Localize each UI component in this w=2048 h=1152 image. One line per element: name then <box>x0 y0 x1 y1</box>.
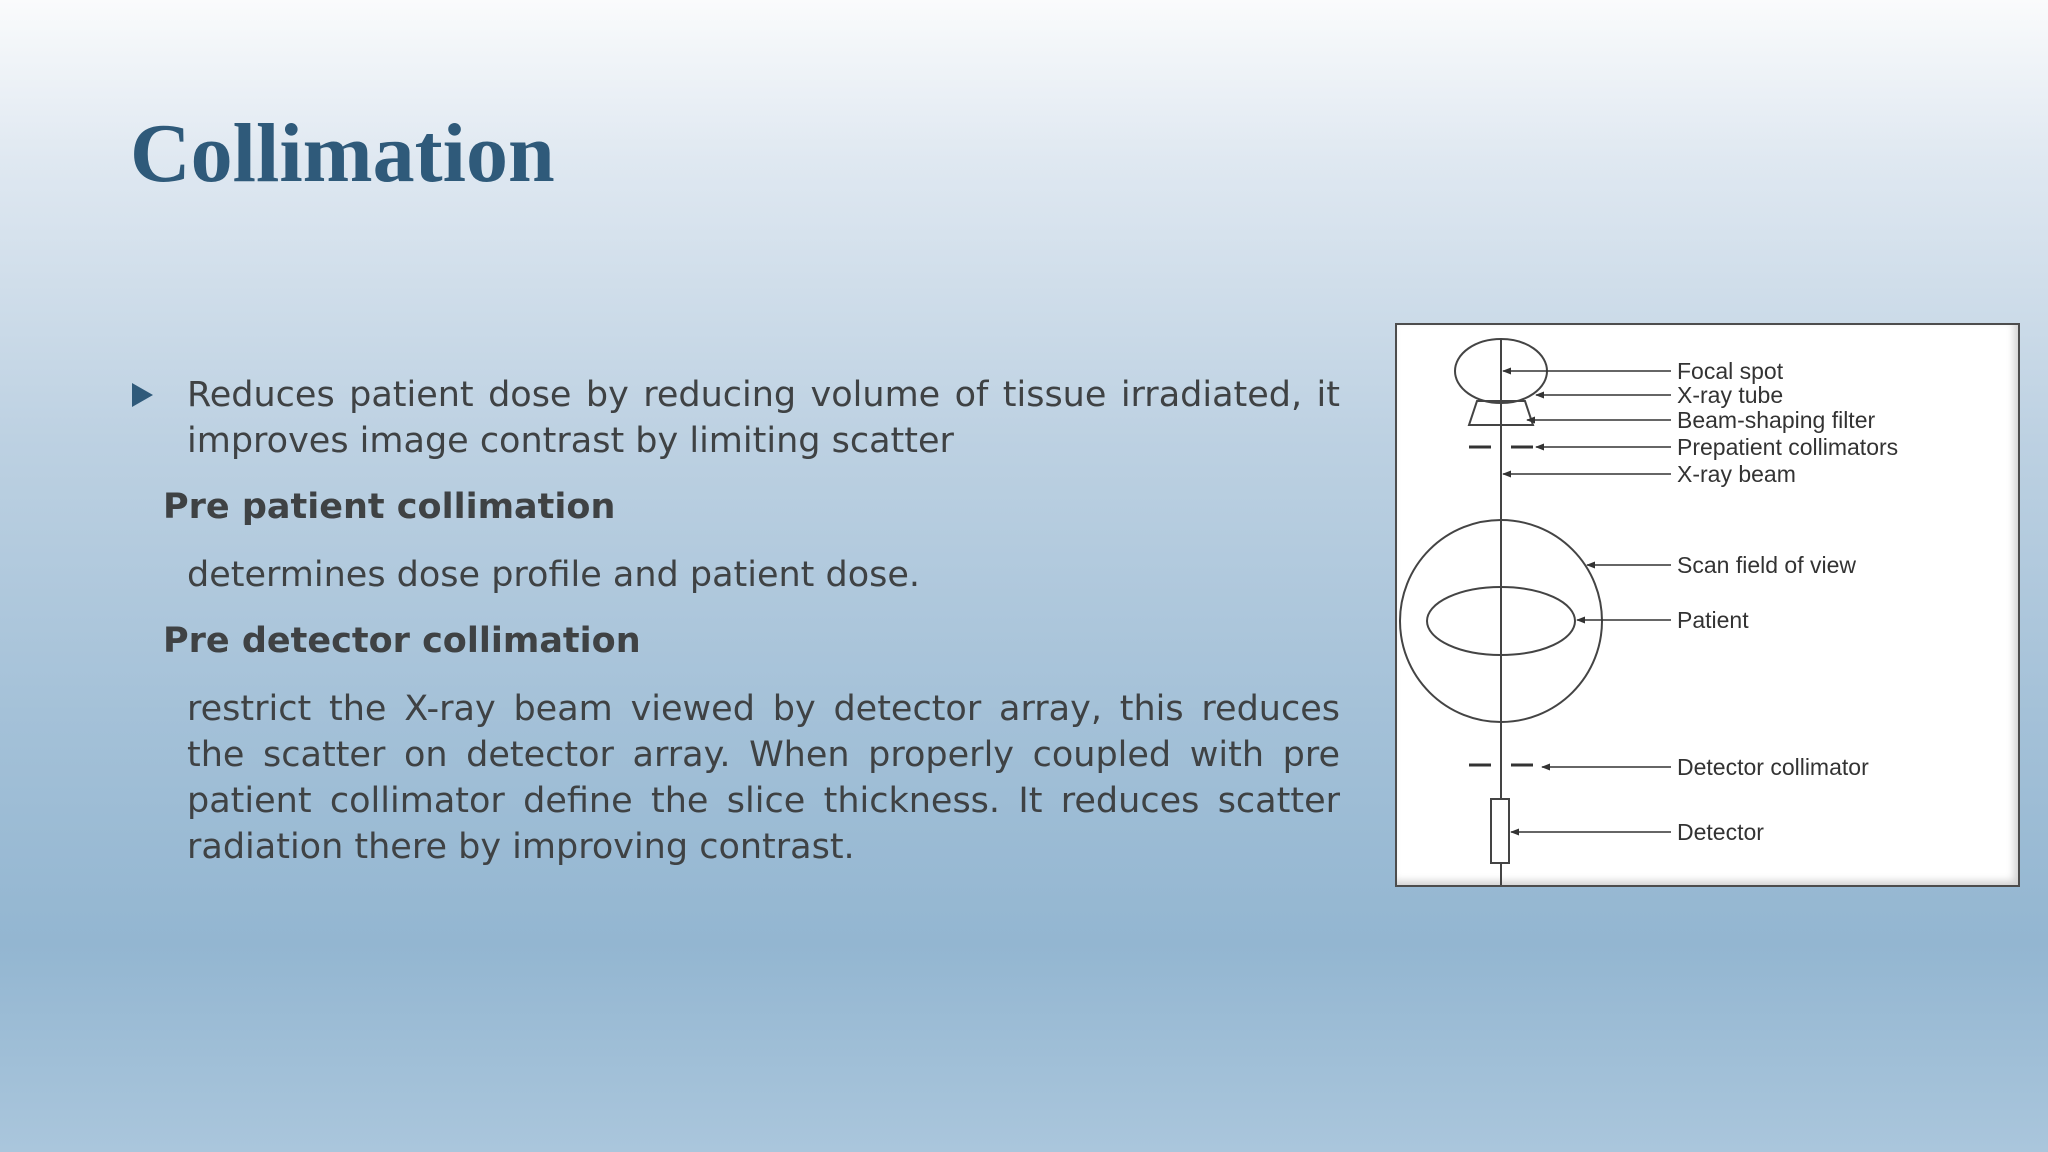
pre-detector-text: restrict the X-ray beam viewed by detector array, this reduces the scatter on detector array. When properly coupled with pre patient collimator define the slice thickness. It reduces scatter radiation there by improving contrast. <box>187 689 1340 867</box>
diagram-svg <box>1397 325 2018 885</box>
label-focal-spot: Focal spot <box>1677 358 1784 384</box>
pre-patient-text: determines dose profile and patient dose. <box>187 555 921 595</box>
triangle-bullet-icon <box>132 383 153 407</box>
label-xray-tube: X-ray tube <box>1677 382 1784 408</box>
label-beam-filter: Beam-shaping filter <box>1677 407 1876 433</box>
label-detector-collimator: Detector collimator <box>1677 754 1869 780</box>
label-detector: Detector <box>1677 819 1764 845</box>
collimation-diagram <box>1395 323 2020 887</box>
detector-rect <box>1491 799 1509 863</box>
label-scan-fov: Scan field of view <box>1677 552 1856 578</box>
slide-title: Collimation <box>130 107 555 200</box>
pre-detector-heading: Pre detector collimation <box>163 621 641 661</box>
pre-patient-heading: Pre patient collimation <box>163 487 616 527</box>
bullet-text: Reduces patient dose by reducing volume of tissue irradiated, it improves image contrast by limiting scatter <box>187 375 1340 461</box>
label-prepatient-collimators: Prepatient collimators <box>1677 434 1899 460</box>
label-patient: Patient <box>1677 607 1749 633</box>
label-xray-beam: X-ray beam <box>1677 461 1796 487</box>
bullet-item <box>130 372 1340 464</box>
slide-content <box>130 372 1340 870</box>
